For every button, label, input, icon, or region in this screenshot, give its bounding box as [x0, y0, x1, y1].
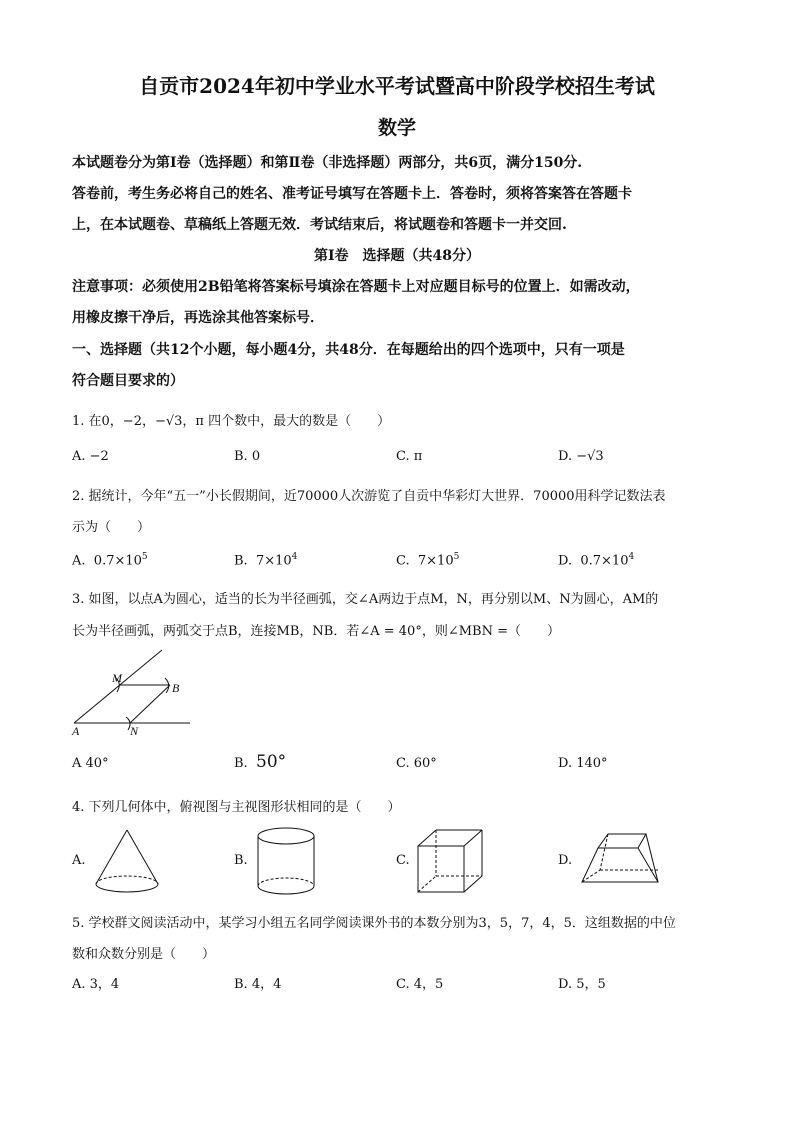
q3-option-b-label: B.	[234, 756, 248, 771]
notice-line-1: 注意事项：必须使用2B铅笔将答案标号填涂在答题卡上对应题目标号的位置上．如需改动，	[72, 279, 640, 295]
subject-title: 数学	[377, 117, 416, 139]
question-2-stem-2: 示为（ ）	[72, 520, 151, 535]
q2-option-a: A. $0.7\times 10^5$	[72, 552, 148, 569]
label-b: B	[172, 681, 180, 695]
instruction-line-3: 上，在本试题卷、草稿纸上答题无效．考试结束后，将试题卷和答题卡一并交回.	[72, 217, 567, 233]
cone-figure	[92, 828, 162, 898]
q3-option-a: A 40°	[72, 756, 109, 771]
q3-option-c: C. 60°	[396, 756, 437, 771]
q1-option-d: D. −√3	[558, 449, 604, 464]
q5-option-c: C. 4，5	[396, 977, 444, 992]
cylinder-figure	[256, 826, 316, 898]
question-3-stem-2: 长为半径画弧，两弧交于点B，连接MB，NB．若∠A = 40°，则∠MBN =（ ）	[72, 624, 560, 639]
instruction-line-2: 答卷前，考生务必将自己的姓名、准考证号填写在答题卡上．答卷时，须将答案答在答题卡	[72, 186, 632, 202]
q4-option-c: C.	[396, 853, 410, 868]
notice-line-2: 用橡皮擦干净后，再选涂其他答案标号．	[72, 310, 324, 326]
question-5-stem-2: 数和众数分别是（ ）	[72, 947, 216, 962]
q5-option-b: B. 4，4	[234, 977, 282, 992]
section-heading-1: 一、选择题（共12个小题，每小题4分，共48分．在每题给出的四个选项中，只有一项是	[72, 342, 625, 358]
q3-option-b-value: 50°	[256, 752, 287, 772]
part1-heading: 第Ⅰ卷 选择题（共48分）	[313, 248, 481, 264]
frustum-figure	[580, 830, 660, 888]
q4-option-a: A.	[72, 853, 86, 868]
q4-option-d: D.	[558, 853, 573, 868]
label-a: A	[72, 724, 80, 738]
instruction-line-1: 本试题卷分为第Ⅰ卷（选择题）和第Ⅱ卷（非选择题）两部分，共6页，满分150分.	[72, 155, 583, 171]
section-heading-2: 符合题目要求的）	[72, 373, 184, 389]
label-n: N	[130, 724, 139, 738]
q2-option-b: B. $7\times 10^4$	[234, 552, 298, 569]
q2-option-d: D. $0.7\times 10^4$	[558, 552, 635, 569]
q5-option-a: A. 3，4	[72, 977, 120, 992]
question-3-stem-1: 3. 如图，以点A为圆心，适当的长为半径画弧，交∠A两边于点M，N，再分别以M、N为圆心，AM的	[72, 592, 659, 607]
q1-option-a: A. −2	[72, 449, 109, 464]
question-2-stem-1: 2. 据统计，今年“五一”小长假期间，近70000人次游览了自贡中华彩灯大世界．70000用科学记数法表	[72, 489, 666, 504]
label-m: M	[112, 671, 122, 685]
question-4-stem: 4. 下列几何体中，俯视图与主视图形状相同的是（ ）	[72, 800, 401, 815]
cube-figure	[416, 828, 484, 894]
q1-option-b: B. 0	[234, 449, 261, 464]
q4-option-b: B.	[234, 853, 248, 868]
question-5-stem-1: 5. 学校群文阅读活动中，某学习小组五名同学阅读课外书的本数分别为3，5，7，4，5．这组数据的中位	[72, 916, 676, 931]
q3-option-d: D. 140°	[558, 756, 608, 771]
q2-option-c: C. $7\times 10^5$	[396, 552, 460, 569]
q5-option-d: D. 5，5	[558, 977, 606, 992]
question-1-stem: 1. 在0，−2，−√3，π 四个数中，最大的数是（ ）	[72, 414, 391, 429]
exam-title: 自贡市2024年初中学业水平考试暨高中阶段学校招生考试	[139, 74, 655, 98]
q1-option-c: C. π	[396, 449, 423, 464]
